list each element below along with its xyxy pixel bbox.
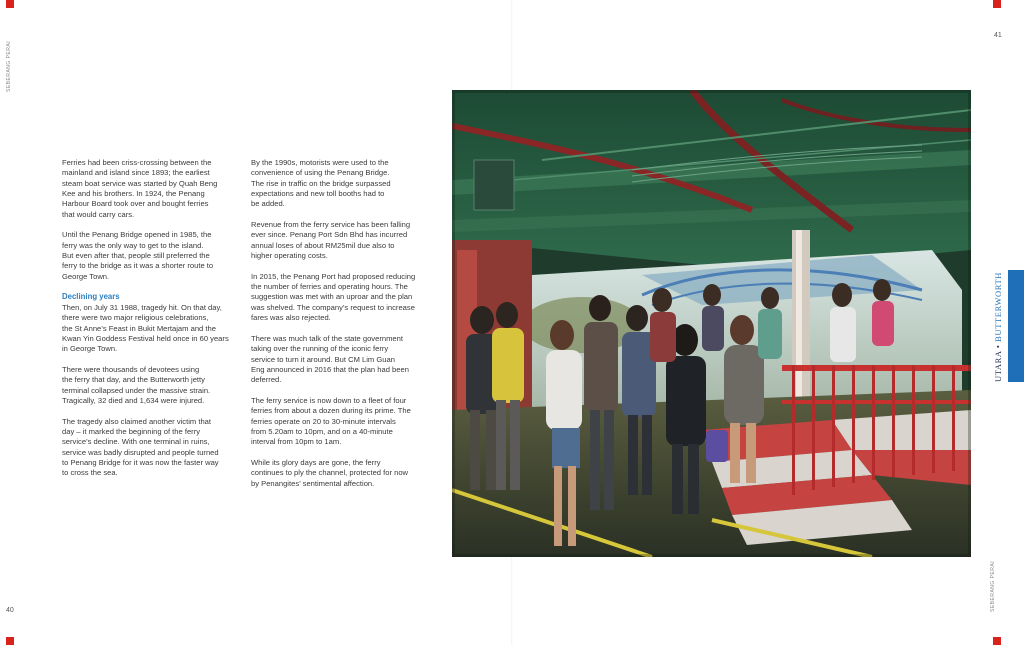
crop-mark-bottom-left bbox=[6, 637, 14, 645]
paragraph: Until the Penang Bridge opened in 1985, the ferry was the only way to get to the island. But even after that, people still preferred the ferry to the bridge as it was a shorter route to George Town. bbox=[62, 230, 214, 281]
paragraph: There was much talk of the state government taking over the running of the iconic ferry service to turn it around. But CM Lim Guan Eng announced in 2016 that the plan had been deferred. bbox=[251, 333, 409, 385]
side-label-left: SEBERANG PERAI bbox=[6, 40, 12, 92]
section-title-vertical bbox=[993, 272, 1003, 382]
section-title-town: BUTTERWORTH bbox=[993, 271, 1003, 342]
ferry-passengers-photo bbox=[452, 90, 971, 557]
paragraph: By the 1990s, motorists were used to the convenience of using the Penang Bridge. The rise in traffic on the bridge surpassed expectations and new toll booths had to be added. bbox=[251, 158, 391, 209]
paragraph: The tragedy also claimed another victim that day – it marked the beginning of the ferry service’s decline. With one terminal in ruins, service was badly disrupted and people turned to Penang Bridge for it was now the faster way to cross the sea. bbox=[62, 416, 219, 478]
paragraph: In 2015, the Penang Port had proposed reducing the number of ferries and operating hours. The suggestion was met with an uproar and the plan was shelved. The company’s request to increase fares was also rejected. bbox=[251, 271, 416, 323]
paragraph: There were thousands of devotees using the ferry that day, and the Butterworth jetty terminal collapsed under the massive strain. Tragically, 32 died and 1,634 were injured. bbox=[62, 364, 211, 405]
page-number-right: 41 bbox=[994, 32, 1002, 39]
paragraph: Ferries had been criss-crossing between the mainland and island since 1893; the earliest steam boat service was started by Quah Beng Kee and his brothers. In 1924, the Penang Harbour Board took over and bought ferries that would carry cars. bbox=[62, 158, 218, 219]
paragraph: Then, on July 31 1988, tragedy hit. On that day, there were two major religious celebrations, the St Anne’s Feast in Bukit Mertajam and the Kwan Yin Goddess Festival held once in 60 years in George Town. bbox=[62, 302, 229, 354]
paragraph: Revenue from the ferry service has been falling ever since. Penang Port Sdn Bhd has incurred annual loses of about RM25mil due also to higher operating costs. bbox=[251, 220, 411, 261]
paragraph: The ferry service is now down to a fleet of four ferries from about a dozen during its prime. The ferries operate on 20 to 30-minute intervals from 5.20am to 10pm, and on a 40-minute interval from 10pm to 1am. bbox=[251, 395, 411, 447]
section-tab bbox=[1008, 270, 1024, 382]
text-column-1 bbox=[62, 158, 242, 489]
section-title-region: UTARA bbox=[993, 350, 1003, 382]
crop-mark-top-left bbox=[6, 0, 14, 8]
crop-mark-top-right bbox=[993, 0, 1001, 8]
section-title-separator: • bbox=[993, 344, 1003, 349]
paragraph: While its glory days are gone, the ferry continues to ply the channel, protected for now by Penangites’ sentimental affection. bbox=[251, 457, 409, 488]
crop-mark-bottom-right bbox=[993, 637, 1001, 645]
text-column-2 bbox=[251, 158, 436, 499]
side-label-right: SEBERANG PERAI bbox=[990, 560, 996, 612]
section-heading: Declining years bbox=[62, 292, 120, 302]
page-number-left: 40 bbox=[6, 607, 14, 614]
